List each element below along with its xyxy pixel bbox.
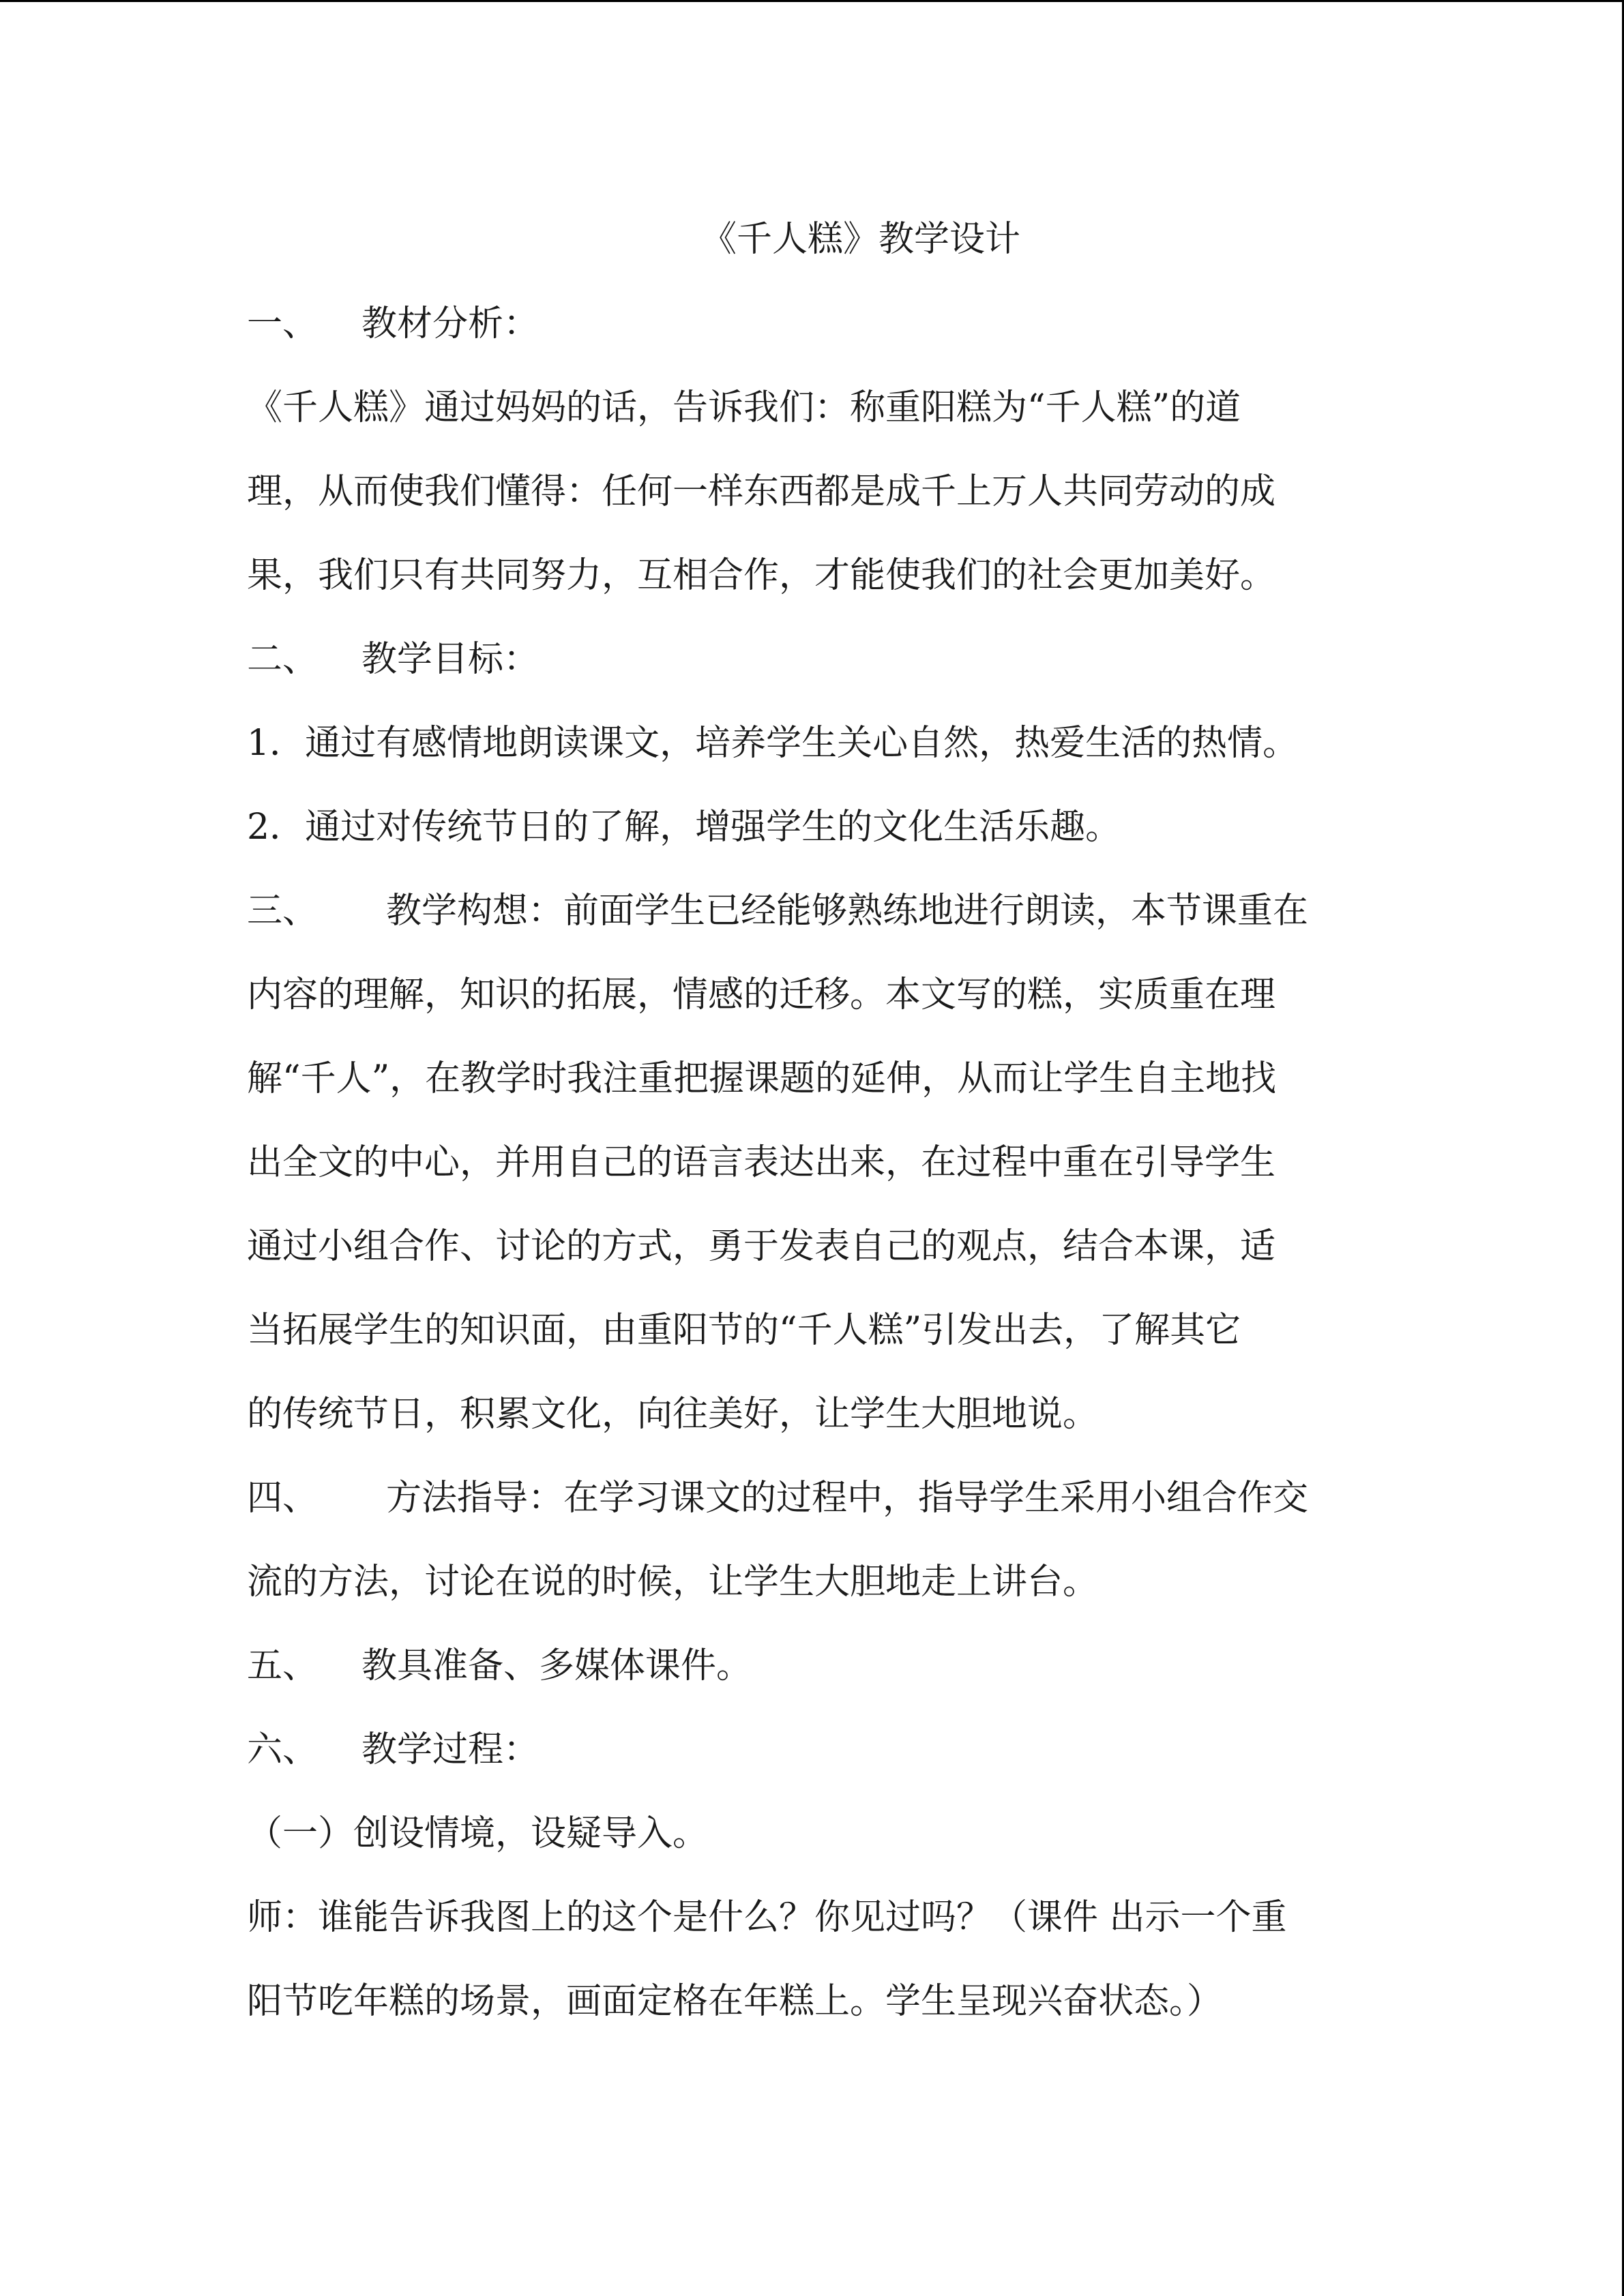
section-label: 方法指导：在学习课文的过程中，指导学生采用小组合作交 (386, 1478, 1309, 1519)
section-heading-5 (247, 1638, 1393, 1694)
section-number: 二、 (247, 639, 319, 680)
paragraph-line: 的传统节日，积累文化，向往美好，让学生大胆地说。 (247, 1394, 1099, 1435)
section-heading-2 (247, 631, 1393, 687)
paragraph-line: 解“千人”，在教学时我注重把握课题的延伸，从而让学生自主地找 (247, 1058, 1277, 1099)
paragraph-line: 通过小组合作、讨论的方式，勇于发表自己的观点，结合本课，适 (247, 1226, 1276, 1267)
paragraph-line: 阳节吃年糕的场景，画面定格在年糕上。学生呈现兴奋状态。） (247, 1981, 1223, 2022)
section-number: 一、 (247, 303, 319, 344)
section-number: 三、 (247, 891, 319, 931)
section-heading-4 (247, 1470, 1393, 1526)
paragraph-line: 理，从而使我们懂得：任何一样东西都是成千上万人共同劳动的成 (247, 471, 1276, 512)
section-label: 教学过程： (361, 1729, 540, 1770)
section-label: 教材分析： (361, 303, 540, 344)
section-label: 教学目标： (361, 639, 540, 680)
document-body (247, 211, 1393, 2057)
section-label: 教学构想：前面学生已经能够熟练地进行朗读，本节课重在 (386, 891, 1309, 931)
paragraph-line: 出全文的中心，并用自己的语言表达出来，在过程中重在引导学生 (247, 1142, 1276, 1183)
section-number: 四、 (247, 1478, 319, 1519)
paragraph-line: 流的方法，讨论在说的时候，让学生大胆地走上讲台。 (247, 1562, 1099, 1602)
section-label: 教具准备、多媒体课件。 (361, 1645, 752, 1686)
section-heading-1 (247, 296, 1393, 352)
document-title: 《千人糕》教学设计 (700, 219, 1020, 260)
paragraph-line: 内容的理解，知识的拓展，情感的迁移。本文写的糕，实质重在理 (247, 974, 1276, 1015)
page-border-top (0, 0, 1624, 2)
step-heading: （一）创设情境，设疑导入。 (247, 1813, 709, 1854)
goal-item: 2．通过对传统节日的了解，增强学生的文化生活乐趣。 (247, 807, 1121, 848)
paragraph-line: 师：谁能告诉我图上的这个是什么？你见过吗？（课件 出示一个重 (247, 1897, 1287, 1938)
section-number: 六、 (247, 1729, 319, 1770)
paragraph-line: 当拓展学生的知识面，由重阳节的“千人糕”引发出去，了解其它 (247, 1310, 1241, 1351)
section-heading-3 (247, 883, 1393, 939)
paragraph-line: 果，我们只有共同努力，互相合作，才能使我们的社会更加美好。 (247, 555, 1276, 596)
paragraph-line: 《千人糕》通过妈妈的话，告诉我们：称重阳糕为“千人糕”的道 (247, 387, 1241, 428)
goal-item: 1．通过有感情地朗读课文，培养学生关心自然，热爱生活的热情。 (247, 723, 1299, 764)
section-heading-6 (247, 1722, 1393, 1778)
section-number: 五、 (247, 1645, 319, 1686)
